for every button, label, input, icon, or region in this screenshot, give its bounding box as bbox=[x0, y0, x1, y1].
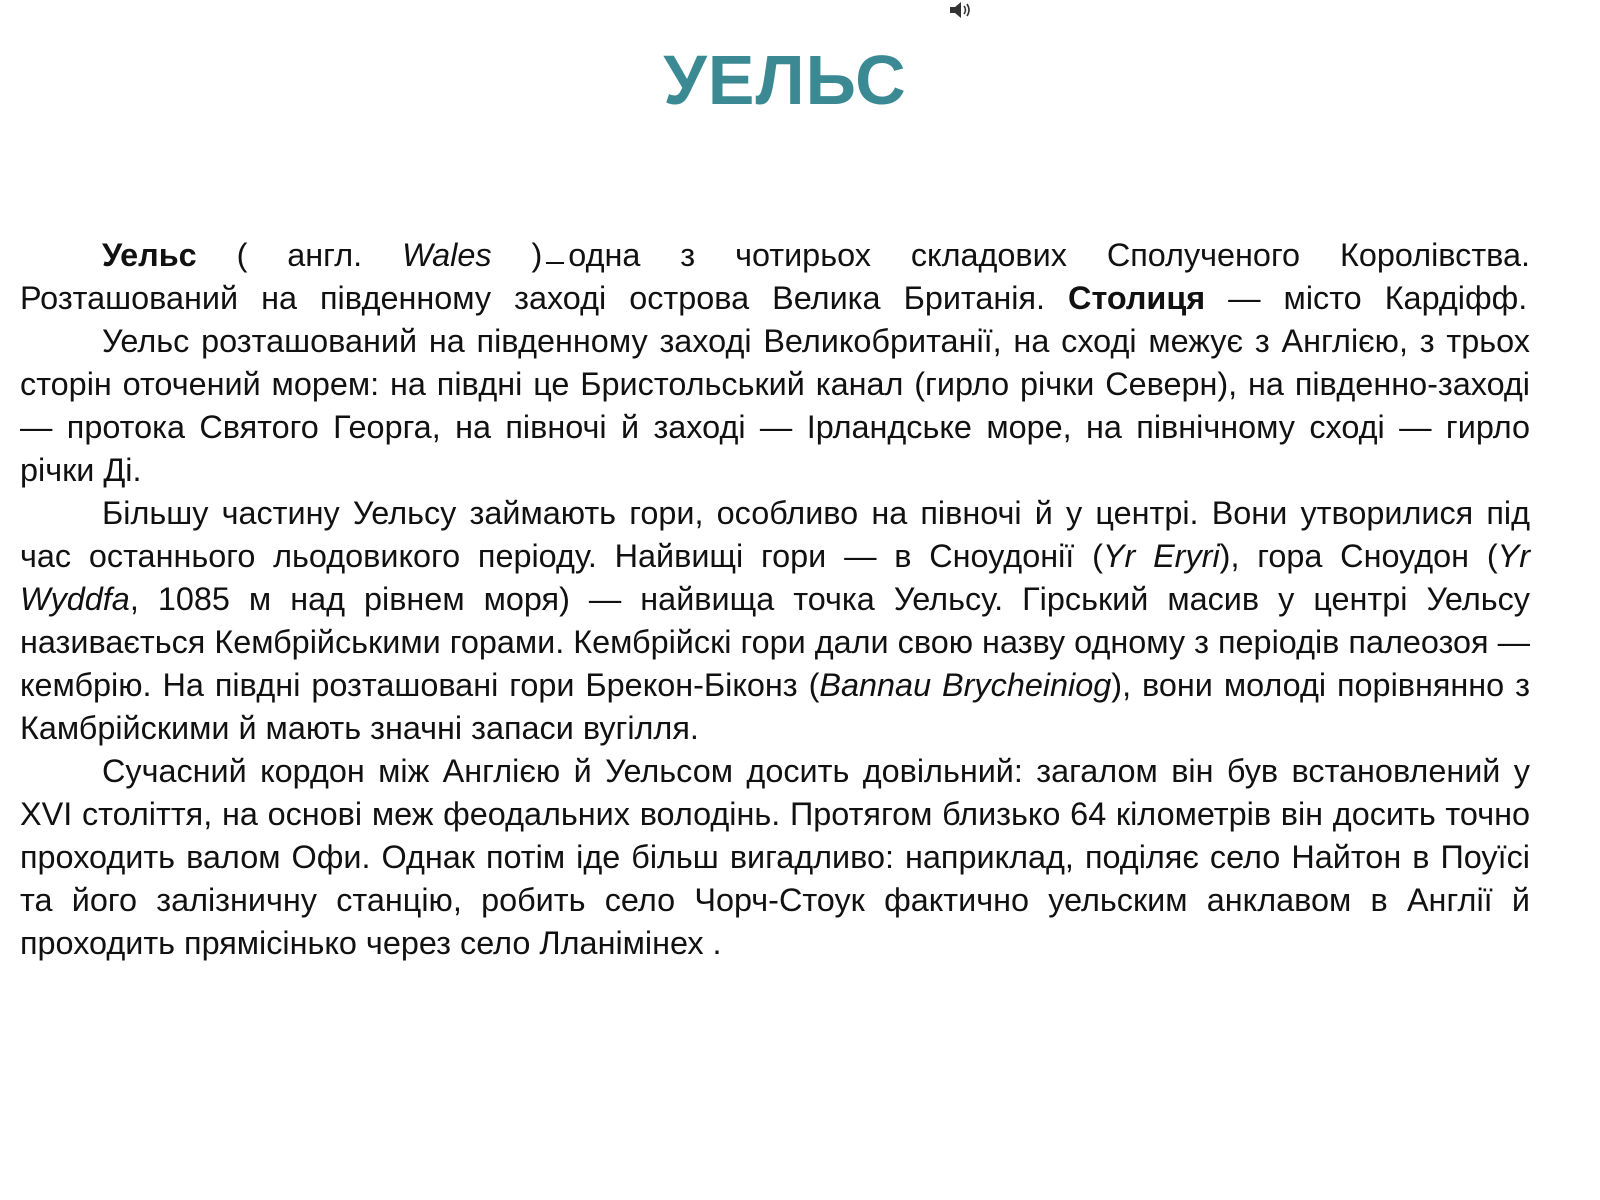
paren-close: ) bbox=[531, 237, 543, 273]
snowdon-welsh-name: Yr Wyddfa bbox=[20, 538, 1530, 617]
brecon-welsh-name: Bannau Brycheiniog bbox=[819, 667, 1112, 703]
snowdonia-welsh-name: Yr Eryri bbox=[1102, 538, 1220, 574]
mountains-text-4: ), вони молоді порівнянно з Камбрійскими й мають значні запаси вугілля. bbox=[20, 667, 1530, 746]
dash-divider bbox=[546, 262, 564, 264]
capital-label: Столиця bbox=[1068, 280, 1206, 316]
mountains-text-2: ), гора Сноудон ( bbox=[1219, 538, 1498, 574]
capital-text: — місто Кардіфф. bbox=[1228, 280, 1528, 316]
mountains-text-1: Більшу частину Уельсу займають гори, особливо на півночі й у центрі. Вони утворилися під час останнього льодовикого періоду. Найвищі гори — в Сноудонії ( bbox=[20, 495, 1530, 574]
paren-open: ( англ. bbox=[236, 237, 363, 273]
paragraph-border: Сучасний кордон між Англією й Уельсом досить довільний: загалом він був встановлений у XVI століття, на основі меж феодальних володінь. Протягом близько 64 кілометрів він досить точно проходить валом Офи. Однак потім іде більш вигадливо: наприклад, поділяє село Найтон в Поуїсі та його залізничну станцію, робить село Чорч-Стоук фактично уельским анклавом в Англії й проходить прямісінько через село Лланімінех . bbox=[20, 753, 1530, 961]
slide-title: УЕЛЬС bbox=[663, 41, 907, 119]
term-wales: Уельс bbox=[102, 237, 197, 273]
mountains-text-3: , 1085 м над рівнем моря) — найвища точка Уельсу. Гірський масив у центрі Уельсу називається Кембрійськими горами. Кембрійскі гори дали свою назву одному з періодів палеозоя — кембрію. На півдні розташовані гори Брекон-Біконз ( bbox=[20, 581, 1530, 703]
paragraph-geography: Уельс розташований на південному заході Великобританії, на сході межує з Англією, з трьох сторін оточений морем: на півдні це Бристольський канал (гирло річки Северн), на південно-заході — протока Святого Георга, на півночі й заході — Ірландське море, на північному сході — гирло річки Ді. bbox=[20, 323, 1530, 488]
paragraph-mountains bbox=[20, 492, 1530, 750]
english-name: Wales bbox=[402, 237, 492, 273]
body-text bbox=[20, 234, 1530, 965]
speaker-icon[interactable] bbox=[948, 0, 974, 20]
paragraph-intro bbox=[20, 234, 1530, 320]
intro-text: одна з чотирьох складових Сполученого Королівства. Розташований на південному заході острова Велика Британія. bbox=[20, 237, 1531, 316]
